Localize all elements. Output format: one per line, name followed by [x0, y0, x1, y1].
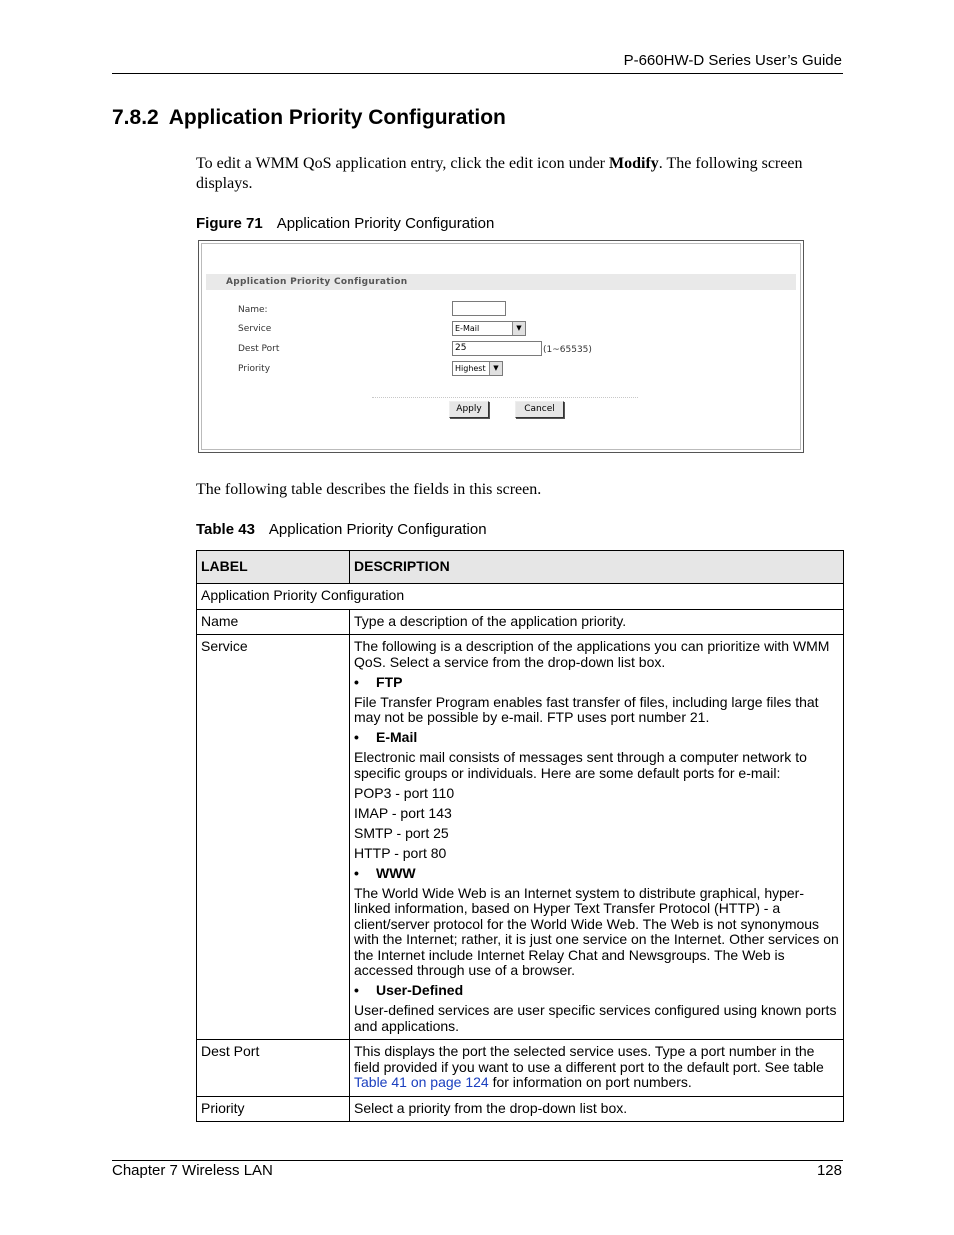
footer-rule: [112, 1160, 843, 1161]
running-header: P-660HW-D Series User’s Guide: [623, 52, 842, 69]
dest-port-desc-end: for information on port numbers.: [488, 1074, 692, 1090]
figure-caption: [196, 215, 494, 232]
bullet-www: • WWW: [354, 864, 416, 881]
table-caption: [196, 521, 487, 538]
cancel-button[interactable]: Cancel: [515, 401, 564, 418]
service-label: Service: [238, 324, 272, 334]
figure-screenshot: [198, 240, 804, 453]
header-description: DESCRIPTION: [350, 551, 844, 584]
service-intro: The following is a description of the applications you can prioritize with WMM QoS. Select a service from the drop-down list box.: [354, 638, 830, 670]
table-header-row: [197, 551, 844, 584]
table-row: [197, 609, 844, 635]
bullet-www-title: WWW: [376, 864, 416, 881]
table-row: [197, 1040, 844, 1097]
dest-port-range-hint: (1~65535): [543, 345, 592, 355]
divider: [372, 397, 638, 398]
www-description: The World Wide Web is an Internet system to distribute graphical, hyper-linked information, based on Hyper Text Transfer Protocol (HTTP) - a client/server protocol for the World Wide Web. The Web is not synonymous with the Internet; rather, it is just one service on the Internet. Other services on the Internet include Internet Relay Chat and Newsgroups. The Web is accessed through use of a browser.: [354, 884, 839, 978]
table-intro-paragraph: The following table describes the fields in this screen.: [196, 481, 542, 498]
chevron-down-icon: ▼: [512, 322, 525, 335]
table-41-link[interactable]: Table 41 on page 124: [354, 1074, 489, 1090]
bullet-user-defined-title: User-Defined: [376, 982, 464, 998]
service-select-value: E-Mail: [455, 324, 480, 333]
bullet-ftp-title: FTP: [376, 673, 403, 690]
port-item: HTTP - port 80: [354, 844, 447, 861]
bullet-user-defined: • User-Defined: [354, 982, 464, 998]
intro-paragraph: [196, 154, 836, 194]
row-label-priority: Priority: [197, 1096, 350, 1122]
intro-text-end: . The following screen displays.: [196, 155, 803, 192]
priority-select-value: Highest: [455, 364, 486, 373]
row-label-dest-port: Dest Port: [197, 1040, 350, 1097]
dest-port-label: Dest Port: [238, 344, 280, 354]
row-desc-dest-port: [350, 1040, 844, 1097]
ftp-description: File Transfer Program enables fast transfer of files, including large files that may not be possible by e-mail. FTP uses port number 21.: [354, 693, 819, 725]
row-desc-name: Type a description of the application priority.: [350, 609, 844, 635]
bullet-email-title: E-Mail: [376, 729, 418, 745]
header-label: LABEL: [197, 551, 350, 584]
chevron-down-icon: ▼: [489, 362, 502, 375]
row-label-service: Service: [197, 635, 350, 1040]
table-row: [197, 584, 844, 610]
intro-bold-modify: Modify: [609, 155, 659, 172]
bullet-ftp: • FTP: [354, 673, 403, 690]
section-title: [112, 106, 506, 130]
screen-title-bar: Application Priority Configuration: [206, 274, 796, 290]
email-description: Electronic mail consists of messages sent through a computer network to specific groups or individuals. Here are some default ports for e-mail:: [354, 749, 807, 781]
bullet-email: • E-Mail: [354, 729, 418, 745]
dest-port-input[interactable]: 25: [452, 341, 542, 356]
footer-page-number: 128: [816, 1162, 842, 1179]
port-item: POP3 - port 110: [354, 784, 455, 801]
config-screen: [201, 243, 801, 450]
table-caption-text: Application Priority Configuration: [268, 521, 487, 538]
apply-button[interactable]: Apply: [449, 401, 489, 418]
user-defined-description: User-defined services are user specific services configured using known ports and applications.: [354, 1002, 837, 1034]
intro-text: To edit a WMM QoS application entry, click the edit icon under: [196, 155, 609, 172]
table-row: [197, 635, 844, 1040]
priority-select[interactable]: [452, 361, 503, 376]
header-rule: [112, 73, 843, 74]
table-label: Table 43: [196, 521, 255, 538]
description-table: [196, 550, 844, 1122]
dest-port-desc-text: This displays the port the selected service uses. Type a port number in the field provided if you want to use a different port to the default port. See table: [354, 1043, 824, 1075]
figure-label: Figure 71: [196, 215, 263, 232]
name-label: Name:: [238, 305, 268, 315]
row-desc-service: [350, 635, 844, 1040]
section-row-cell: Application Priority Configuration: [197, 584, 844, 610]
figure-caption-text: Application Priority Configuration: [276, 215, 495, 232]
row-label-name: Name: [197, 609, 350, 635]
priority-label: Priority: [238, 364, 271, 374]
footer-chapter: Chapter 7 Wireless LAN: [112, 1162, 273, 1179]
row-desc-priority: Select a priority from the drop-down list box.: [350, 1096, 844, 1122]
port-item: IMAP - port 143: [354, 804, 452, 821]
section-number: 7.8.2: [112, 106, 159, 129]
port-item: SMTP - port 25: [354, 824, 449, 841]
section-title-text: Application Priority Configuration: [168, 106, 506, 129]
name-input[interactable]: [452, 301, 506, 316]
service-select[interactable]: [452, 321, 526, 336]
table-row: [197, 1096, 844, 1122]
